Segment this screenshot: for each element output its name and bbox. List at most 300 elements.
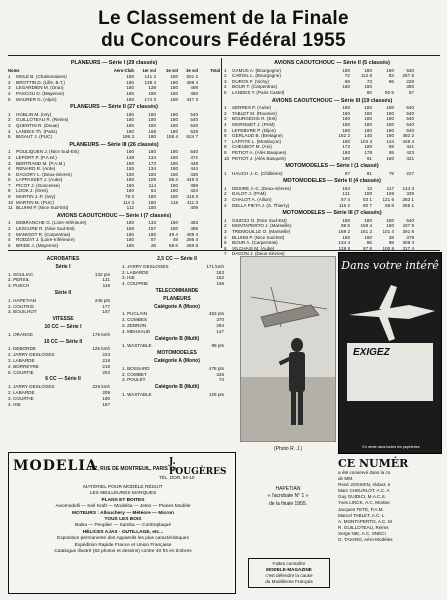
result-cell: RENARD R. (Arde) [16, 166, 56, 172]
result-cell: MOLE B. (Chalonnaises) [16, 74, 67, 80]
list-value: 163 [216, 269, 224, 275]
result-cell: 81 [366, 170, 372, 176]
result-cell: 524 7 [186, 134, 198, 140]
modelia-logo: MODELIA [13, 458, 98, 474]
result-cell: 180 [126, 85, 134, 91]
result-cell: 8 [224, 144, 227, 150]
list-name: 3. COURTIE [8, 395, 34, 401]
result-cell: 73 [366, 78, 372, 84]
list-value: 157 [102, 309, 110, 315]
modelia-advertisement [8, 452, 236, 594]
list-value: 246 pts [94, 297, 110, 303]
result-cell: 1 [224, 105, 227, 111]
result-cell: 180 [148, 122, 156, 128]
page-title-line2: du Concours Fédéral 1955 [101, 30, 346, 51]
result-cell: 121 6 [382, 197, 394, 203]
result-cell: POULIQUEN J. (Nice Sud-Est) [16, 149, 80, 155]
result-cell: 460 [190, 90, 198, 96]
ce-numero-line: Jacques TETE, P.A.M. [338, 506, 384, 512]
result-cell: MARTIN M. (PUC) [16, 199, 54, 205]
result-cell: 144 [386, 138, 394, 144]
result-cell: DALOT J. (PAM) [232, 191, 267, 197]
result-cell: 115 [170, 199, 178, 205]
result-cell: 91 [366, 155, 372, 161]
result-cell: 423 [406, 149, 414, 155]
vitesse-heading: VITESSE [52, 316, 74, 323]
result-cell: PICOT J. (Goncesse) [16, 182, 60, 188]
result-cell: 540 [190, 122, 198, 128]
result-cell: 1 [224, 185, 227, 191]
result-cell: 1 [8, 149, 11, 155]
result-cell: 308 4 [402, 240, 414, 246]
result-cell: 59 6 [169, 242, 178, 248]
result-cell: LEFEBVRE P. (Dijon) [232, 127, 276, 133]
result-cell: 128 8 [338, 245, 350, 251]
result-cell: 540 [406, 127, 414, 133]
tc-moto-a: Catégorie A (Mono) [154, 357, 200, 364]
result-cell: 180 [342, 149, 350, 155]
result-cell: 72 [344, 73, 350, 79]
vitesse-s2: 10 CC — Série II [43, 338, 83, 345]
result-cell: CAROIL L. (Bourgogne) [232, 73, 281, 79]
result-cell: 180 [170, 85, 178, 91]
result-cell: 5 [8, 134, 11, 140]
result-cell: DESIRE J.-C. (Deux-Sèvres) [232, 185, 291, 191]
result-cell: LESCURE R. (Nice Sud-Est) [16, 226, 75, 232]
result-cell: 101 4 [382, 229, 394, 235]
result-cell: 180 [386, 121, 394, 127]
ce-numero-line: Guy GUIDICI, M.A.C.S. [338, 494, 386, 500]
modelia-line: LES MEILLEURES MARQUES [89, 491, 157, 497]
result-cell: 180 [170, 149, 178, 155]
list-name: 1. JARRY DESLOGES [122, 263, 169, 269]
result-row [8, 243, 220, 249]
result-cell: 267 6 [402, 73, 414, 79]
result-cell: GERLAUD B. (Bretagne) [232, 133, 283, 139]
result-cell: 498 [190, 85, 198, 91]
result-cell: LAPPASSET J. (Aube) [16, 177, 63, 183]
result-cell: 180 [170, 154, 178, 160]
result-row [224, 203, 440, 209]
result-cell: 180 [364, 105, 372, 111]
result-cell: 160 [342, 234, 350, 240]
result-cell: 150 [126, 171, 134, 177]
result-cell: 9 [224, 149, 227, 155]
result-cell: LEGARDIEN M. (Oran) [16, 85, 64, 91]
acro-series-1: Série I [55, 263, 71, 270]
list-value: 370 [216, 317, 224, 323]
list-value: 132 pts [94, 271, 110, 277]
result-cell: 6 [8, 177, 11, 183]
result-cell: 180 [126, 96, 134, 102]
result-cell: 5 [224, 89, 227, 95]
result-cell: 180 [386, 217, 394, 223]
result-cell: 178 [364, 149, 372, 155]
result-cell: 39 [388, 234, 394, 240]
result-cell: 180 [364, 116, 372, 122]
result-cell: 64 [150, 188, 156, 194]
ce-numero-line: G. TAVARD, Aéro-Modèles [338, 537, 393, 543]
result-cell: 180 [126, 111, 134, 117]
section-heading: PLANEURS — Série III (26 classés) [69, 141, 159, 148]
result-cell: 141 2 [144, 74, 156, 80]
result-cell: 227 [406, 170, 414, 176]
result-cell: MORISSET J. (PAM) [232, 121, 275, 127]
result-cell: 180 [170, 188, 178, 194]
result-cell: 158 [126, 226, 134, 232]
result-cell: 1 [8, 220, 11, 226]
list-value: 453 pts [208, 311, 224, 317]
result-cell: 134 4 [338, 240, 350, 246]
result-cell: 540 [406, 105, 414, 111]
result-cell: 409 4 [186, 231, 198, 237]
result-cell: 540 [406, 116, 414, 122]
result-cell: SERRES P. (Aube) [232, 105, 271, 111]
result-cell: DUROX F. (Vichy) [232, 78, 269, 84]
result-cell: BROTTIN D. (Lille, B.T.) [16, 79, 66, 85]
list-name: 2. LABARDE [122, 269, 149, 275]
result-cell: 180 [170, 74, 178, 80]
result-cell: 540 [406, 67, 414, 73]
section-heading: MOTOMODELES — Série II (4 classés) [283, 178, 381, 185]
list-row [8, 402, 118, 408]
faites-connaitre-box [248, 558, 330, 588]
list-name: 1. WASTABLE [122, 391, 152, 397]
result-cell: BLUHM P. (Nice Sud-Est) [16, 205, 69, 211]
column-header: 2e vol [166, 67, 178, 73]
result-cell: 180 [364, 234, 372, 240]
list-name: 1. HAPETIAN [8, 297, 37, 303]
result-cell: 180 [148, 134, 156, 140]
result-cell: 180 [364, 217, 372, 223]
result-cell: 131 [342, 191, 350, 197]
result-cell: 4 [8, 128, 11, 134]
result-cell: 180 [342, 67, 350, 73]
result-cell: 7 [8, 182, 11, 188]
result-cell: 428 4 [402, 138, 414, 144]
result-cell: 3 [224, 229, 227, 235]
result-cell: MARTIN J.-P. (Ivry) [16, 194, 56, 200]
result-cell: 6 [224, 245, 227, 251]
result-cell: 134 [148, 154, 156, 160]
result-cell: 283 1 [402, 197, 414, 203]
result-cell: 421 [406, 155, 414, 161]
result-cell: MAURER G. (Alpin) [16, 96, 57, 102]
list-value: 171 kmh [206, 263, 224, 269]
result-cell: LANDES T. (Paris Castel) [232, 89, 285, 95]
result-cell: 180 [170, 194, 178, 200]
result-cell: 112 6 [360, 73, 372, 79]
result-cell: 49 [172, 237, 178, 243]
result-cell: VILCHAIS M. (Aube) [232, 245, 275, 251]
result-cell: 86 [388, 78, 394, 84]
result-cell: 11 [8, 205, 13, 211]
result-cell: 114 [148, 182, 156, 188]
caption-line: de la finale 1955. [268, 500, 308, 507]
list-row [8, 309, 118, 315]
modelia-line: Aviomodelli — Keil Kraft — Modelita — Jetex — Planes Modèle [55, 504, 191, 510]
result-cell: 180 [342, 217, 350, 223]
result-cell: GIUDICI O. (Nice Sud-Est) [232, 217, 287, 223]
section-heading: MOTOMODELES — Série I (1 classé) [285, 163, 379, 170]
photo-credit: (Photo R. J.) [273, 446, 303, 452]
result-cell: 5 [224, 127, 227, 133]
result-cell: 2 [8, 154, 11, 160]
result-cell: 360 [406, 84, 414, 90]
result-cell: 174 3 [144, 96, 156, 102]
result-cell: 495 [190, 226, 198, 232]
result-cell: 87 8 [363, 245, 372, 251]
column-header: Total [210, 67, 220, 73]
photo-caption [240, 486, 336, 508]
result-cell: 180 [342, 110, 350, 116]
cc25-heading: 2,5 CC — Série II [157, 256, 197, 262]
section-heading: AVIONS CAOUTCHOUC — Série II (5 classés) [274, 60, 390, 66]
list-name: 1. ORANGE [8, 331, 34, 337]
result-cell: 161 2 [360, 229, 372, 235]
result-cell: 501 2 [186, 74, 198, 80]
result-cell: 180 [170, 171, 178, 177]
list-value: 204 [102, 369, 110, 375]
result-cell: BOUR T. (Carpentras) [232, 84, 278, 90]
result-cell: 180 [148, 149, 156, 155]
result-cell: 4 [8, 90, 11, 96]
result-cell: 79 [388, 170, 394, 176]
ad-headline: Dans votre intérê [341, 259, 439, 272]
result-cell: 286 4 [186, 237, 198, 243]
result-cell: 180 [126, 242, 134, 248]
list-name: 3. ZEBRON [122, 322, 147, 328]
result-cell: 172 [342, 144, 350, 150]
result-cell: BOURGEOIS R. (Est) [232, 116, 277, 122]
column-headers [8, 68, 220, 74]
result-cell: 7 [224, 138, 227, 144]
list-row [8, 332, 118, 338]
result-cell: 169 2 [338, 229, 350, 235]
result-row [8, 205, 220, 211]
result-cell: 180 [126, 90, 134, 96]
result-cell: 1 [8, 111, 11, 117]
result-cell: 85 3 [169, 177, 178, 183]
acrobaties-heading: ACROBATIES [46, 256, 80, 262]
result-cell: 180 [342, 121, 350, 127]
list-name: 1. DEBORDE [8, 346, 36, 352]
result-cell: 67 [344, 170, 350, 176]
list-value: 228 kmh [92, 384, 110, 390]
result-cell: 180 [364, 127, 372, 133]
result-cell: 180 [170, 122, 178, 128]
result-cell: PASCOU D. (Mayenne) [16, 90, 65, 96]
list-name: 1. SOULIAC [8, 271, 34, 277]
list-name: 4. HIE [8, 401, 21, 407]
result-cell: 379 [406, 234, 414, 240]
result-cell: 2 [224, 73, 227, 79]
list-value: 74 [218, 377, 224, 383]
result-cell [328, 90, 350, 96]
result-cell: 109 [148, 177, 156, 183]
section-heading: AVIONS CAOUTCHOUC — Série I (7 classés) [56, 212, 172, 219]
result-cell: 3 [224, 197, 227, 203]
result-cell: 53 1 [363, 197, 372, 203]
result-cell: 9 [8, 194, 11, 200]
result-cell: 4 [8, 237, 11, 243]
result-cell: 112 [126, 205, 134, 211]
result-cell: 168 [148, 128, 156, 134]
result-cell: 69 [344, 78, 350, 84]
ce-numero-line: A. MONTAPERTO, A.C. M [338, 518, 392, 524]
list-name: 2. COUTRIS [8, 303, 34, 309]
list-name: 3. LABARDE [8, 357, 35, 363]
result-cell: CHALOT A. (Ailion) [232, 197, 272, 203]
list-value: 187 [102, 401, 110, 407]
result-cell: 540 [190, 149, 198, 155]
result-cell: 180 [386, 67, 394, 73]
section-heading: PLANEURS — Série I (29 classés) [70, 60, 158, 66]
result-cell: 437 9 [402, 223, 414, 229]
modelia-line: Balsa — Peuplier — Samba — Contreplaqué [75, 523, 171, 529]
result-cell: 416 3 [186, 194, 198, 200]
result-cell: 83 [388, 73, 394, 79]
result-cell: 498 4 [186, 79, 198, 85]
list-name: 3. POULET [122, 377, 146, 383]
modelia-line: Expédition Rapide France et Union Française [74, 542, 172, 548]
results-left-column [8, 58, 220, 248]
tc-cat-b: Catégorie B (Multi) [154, 335, 200, 342]
column-header: 3e vol [186, 67, 198, 73]
result-cell: 180 [126, 237, 134, 243]
result-cell: 108 [386, 191, 394, 197]
result-cell: 399 [190, 182, 198, 188]
result-cell: 158 4 [360, 223, 372, 229]
result-cell: TREMOUILLE O. (Marseille) [232, 229, 291, 235]
acrobat-photo [240, 256, 336, 442]
result-cell: 5 [8, 171, 11, 177]
result-cell: 180 [364, 67, 372, 73]
telecommande-column [122, 255, 232, 398]
result-cell: 99 5 [341, 223, 350, 229]
result-cell: 540 [406, 121, 414, 127]
result-cell: LEPORT P. (P.A.M.) [16, 154, 57, 160]
modelia-line: MATÉRIEL POUR MODÈLE RÉDUIT [83, 485, 163, 490]
result-cell: 180 [126, 117, 134, 123]
column-divider [221, 58, 222, 248]
result-cell: 4 [224, 234, 227, 240]
result-cell: 3 [8, 231, 11, 237]
column-header: Aéro-Club [113, 67, 134, 73]
result-cell: 180 [126, 182, 134, 188]
result-cell: 5 [224, 240, 227, 246]
result-cell: 180 [386, 155, 394, 161]
result-cell: 180 [364, 121, 372, 127]
list-value: 147 [216, 328, 224, 334]
result-cell: 100 [364, 191, 372, 197]
result-cell: 1 [8, 74, 11, 80]
result-cell: 444 [190, 166, 198, 172]
result-row [8, 134, 220, 140]
modelia-line: PLANS ET BOITES [101, 497, 145, 503]
result-cell: 2 [224, 223, 227, 229]
tc-moto-b: Catégorie B (Multi) [154, 384, 200, 391]
list-value: 216 [102, 363, 110, 369]
list-value: 158 [216, 281, 224, 287]
list-name: 1. JARRY DESLOGES [8, 384, 55, 390]
result-cell: 180 [170, 96, 178, 102]
result-cell: 173 [148, 160, 156, 166]
result-cell: 144 3 [402, 185, 414, 191]
list-name: 3. PUECH [8, 283, 30, 289]
result-cell: LANDES Th. (Paris) [16, 128, 58, 134]
modelia-line: MOTEURS : Allouchery — Météore — Micron [72, 510, 174, 516]
result-cell: 186 3 [122, 134, 134, 140]
result-cell: DAGON J. (Deux-Sèvres) [232, 251, 285, 257]
list-name: 3. BOUILHOT [8, 309, 37, 315]
result-cell: 180 [342, 105, 350, 111]
page-title-line1: Le Classement de la Finale [98, 8, 349, 29]
result-cell: CHEUBOT M. (Ain) [232, 144, 272, 150]
result-cell: 6 [224, 133, 227, 139]
result-cell: 528 [190, 128, 198, 134]
result-cell: 472 [190, 154, 198, 160]
result-cell: 134 [148, 166, 156, 172]
result-cell: BIGAUT J. (PUC) [16, 134, 52, 140]
list-name: 1. BOSSARD [122, 365, 150, 371]
list-value: 176 kmh [92, 331, 110, 337]
result-cell: LAFFITE L. (Montluçon) [232, 138, 282, 144]
result-cell: 8 [8, 188, 11, 194]
list-name: 2. JARRY DESLOGES [8, 352, 55, 358]
section-heading: AVIONS CAOUTCHOUC — Série III (19 classés) [271, 97, 393, 104]
modelia-owner: J. FOUGÈRES [169, 457, 227, 477]
modelia-line: TOUS LES BOIS [104, 517, 142, 523]
result-cell: 3 [224, 116, 227, 122]
list-name: 4. MEHSAUD [122, 328, 151, 334]
result-row [224, 171, 440, 177]
faites-line: du Modélisme Français [265, 579, 313, 584]
list-value: 129 pts [208, 391, 224, 397]
title-divider [8, 55, 440, 56]
result-cell: 180 [148, 117, 156, 123]
result-cell: 164 [342, 185, 350, 191]
result-cell: 180 [170, 220, 178, 226]
telecommande-heading: TELECOMMANDE [155, 287, 199, 294]
list-row [122, 377, 232, 383]
column-header: 1er vol [142, 67, 156, 73]
result-cell: 60 [366, 89, 372, 95]
result-cell: 540 [406, 110, 414, 116]
result-cell: 540 [406, 217, 414, 223]
result-cell: 10 [8, 199, 14, 205]
ce-numero-line: de MM. [338, 476, 354, 482]
result-cell: QUENTIN R. (Douai) [16, 122, 59, 128]
result-cell: 138 4 [144, 79, 156, 85]
result-cell: LOOK J. (Ores) [16, 188, 48, 194]
list-value: 218 [102, 357, 110, 363]
result-cell: 449 3 [186, 177, 198, 183]
result-cell: PETIOT J. (Alès Basques) [232, 155, 286, 161]
result-cell: 180 [170, 79, 178, 85]
results-right-column [224, 58, 440, 257]
result-cell: 180 [126, 122, 134, 128]
result-cell: 69 [388, 144, 394, 150]
result-cell: 158 4 [166, 134, 178, 140]
list-name: 3. HIE [122, 275, 135, 281]
result-cell: 180 [126, 74, 134, 80]
result-cell: DELLA PIETA J. (S. Thierry) [232, 202, 290, 208]
modelia-line: Exposition permanente des Appareils les plus caractéristiques [57, 536, 189, 542]
result-cell: 266 6 [186, 242, 198, 248]
result-cell: 13 [366, 185, 372, 191]
result-cell: 180 [386, 116, 394, 122]
